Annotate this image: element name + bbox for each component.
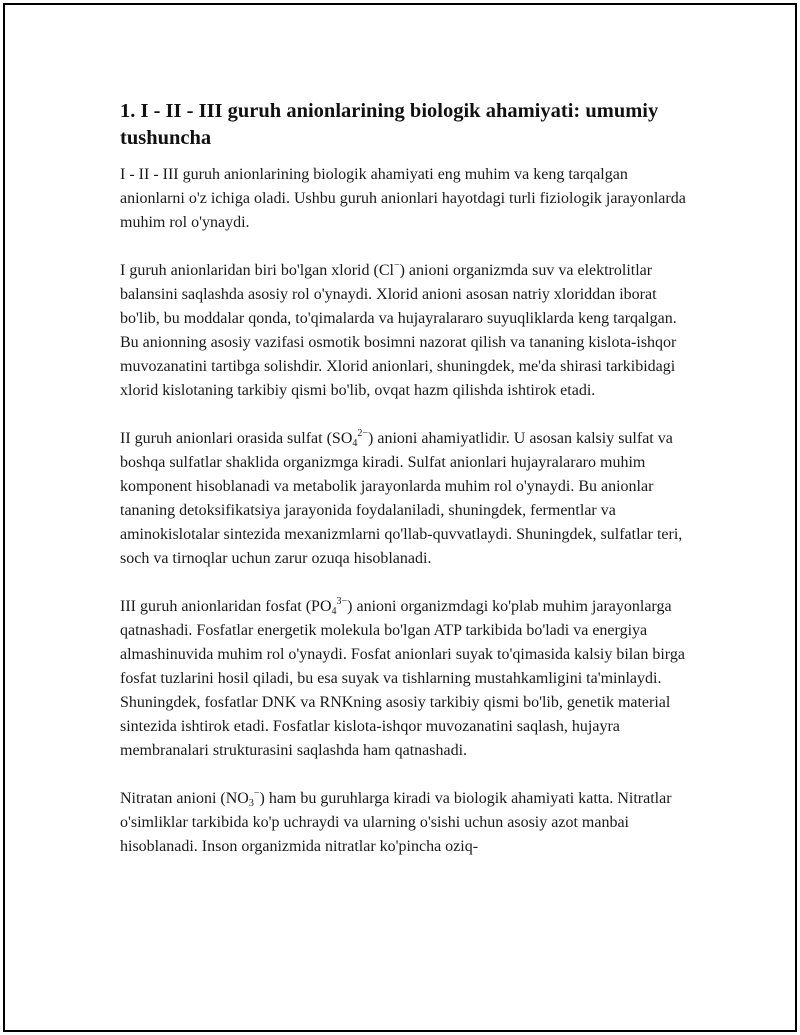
nitrate-charge: − <box>253 788 260 799</box>
sulfate-text-before: II guruh anionlari orasida sulfat (SO <box>120 430 353 447</box>
sulfate-subscript: 4 <box>352 438 358 449</box>
paragraph-nitrate <box>120 787 692 859</box>
paragraph-chloride <box>120 259 692 403</box>
chloride-text-before: I guruh anionlaridan biri bo'lgan xlorid (Cl <box>120 262 394 279</box>
nitrate-subscript: 3 <box>248 798 254 809</box>
paragraph-phosphate <box>120 595 692 763</box>
chloride-text-after: ) anioni organizmda suv va elektrolitlar balansini saqlashda asosiy rol o'ynaydi. Xlorid anioni asosan natriy xloriddan iborat bo'lib, bu moddalar qonda, to'qimalarda va hujayralararo suyuqliklarda keng tarqalgan. Bu anionning asosiy vazifasi osmotik bosimni nazorat qilish va tananing kislota-ishqor muvozanatini tartibga solishdir. Xlorid anionlari, shuningdek, me'da shirasi tarkibidagi xlorid kislotaning tarkibiy qismi bo'lib, ovqat hazm qilishda ishtirok etadi. <box>120 262 677 399</box>
paragraph-sulfate <box>120 427 692 571</box>
section-heading: 1. I - II - III guruh anionlarining biologik ahamiyati: umumiy tushuncha <box>120 100 659 149</box>
nitrate-text-before: Nitratan anioni (NO <box>120 790 249 807</box>
sulfate-text-after: ) anioni ahamiyatlidir. U asosan kalsiy sulfat va boshqa sulfatlar shaklida organizmga kiradi. Sulfat anionlari hujayralararo muhim komponent hisoblanadi va metabolik jarayonlarda muhim rol o'ynaydi. Bu anionlar tananing detoksifikatsiya jarayonida foydalaniladi, shuningdek, fermentlar va aminokislotalar sintezida mexanizmlarni qo'llab-quvvatlaydi. Shuningdek, sulfatlar teri, soch va tirnoqlar uchun zarur ozuqa hisoblanadi. <box>120 430 683 567</box>
phosphate-text-after: ) anioni organizmdagi ko'plab muhim jarayonlarga qatnashadi. Fosfatlar energetik molekula bo'lgan ATP tarkibida bo'ladi va energiya almashinuvida muhim rol o'ynaydi. Fosfat anionlari suyak to'qimasida kalsiy bilan birga fosfat tuzlarini hosil qiladi, bu esa suyak va tishlarning mustahkamligini ta'minlaydi. Shuningdek, fosfatlar DNK va RNKning asosiy tarkibiy qismi bo'lib, genetik material sintezida ishtirok etadi. Fosfatlar kislota-ishqor muvozanatini saqlash, hujayra membranalari strukturasini saqlashda ham qatnashadi. <box>120 598 685 759</box>
chloride-charge: − <box>393 260 400 271</box>
sulfate-charge: 2− <box>357 428 369 439</box>
paragraph-intro: I - II - III guruh anionlarining biologik ahamiyati eng muhim va keng tarqalgan anionlarni o'z ichiga oladi. Ushbu guruh anionlari hayotdagi turli fiziologik jarayonlarda muhim rol o'ynaydi. <box>120 166 686 231</box>
phosphate-charge: 3− <box>336 596 348 607</box>
nitrate-text-after: ) ham bu guruhlarga kiradi va biologik ahamiyati katta. Nitratlar o'simliklar tarkibida ko'p uchraydi va ularning o'sishi uchun asosiy azot manbai hisoblanadi. Inson organizmida nitratlar ko'pincha oziq- <box>120 790 672 855</box>
page-frame <box>3 3 797 1032</box>
phosphate-text-before: III guruh anionlaridan fosfat (PO <box>120 598 332 615</box>
phosphate-subscript: 4 <box>331 606 337 617</box>
document-body <box>120 98 692 883</box>
